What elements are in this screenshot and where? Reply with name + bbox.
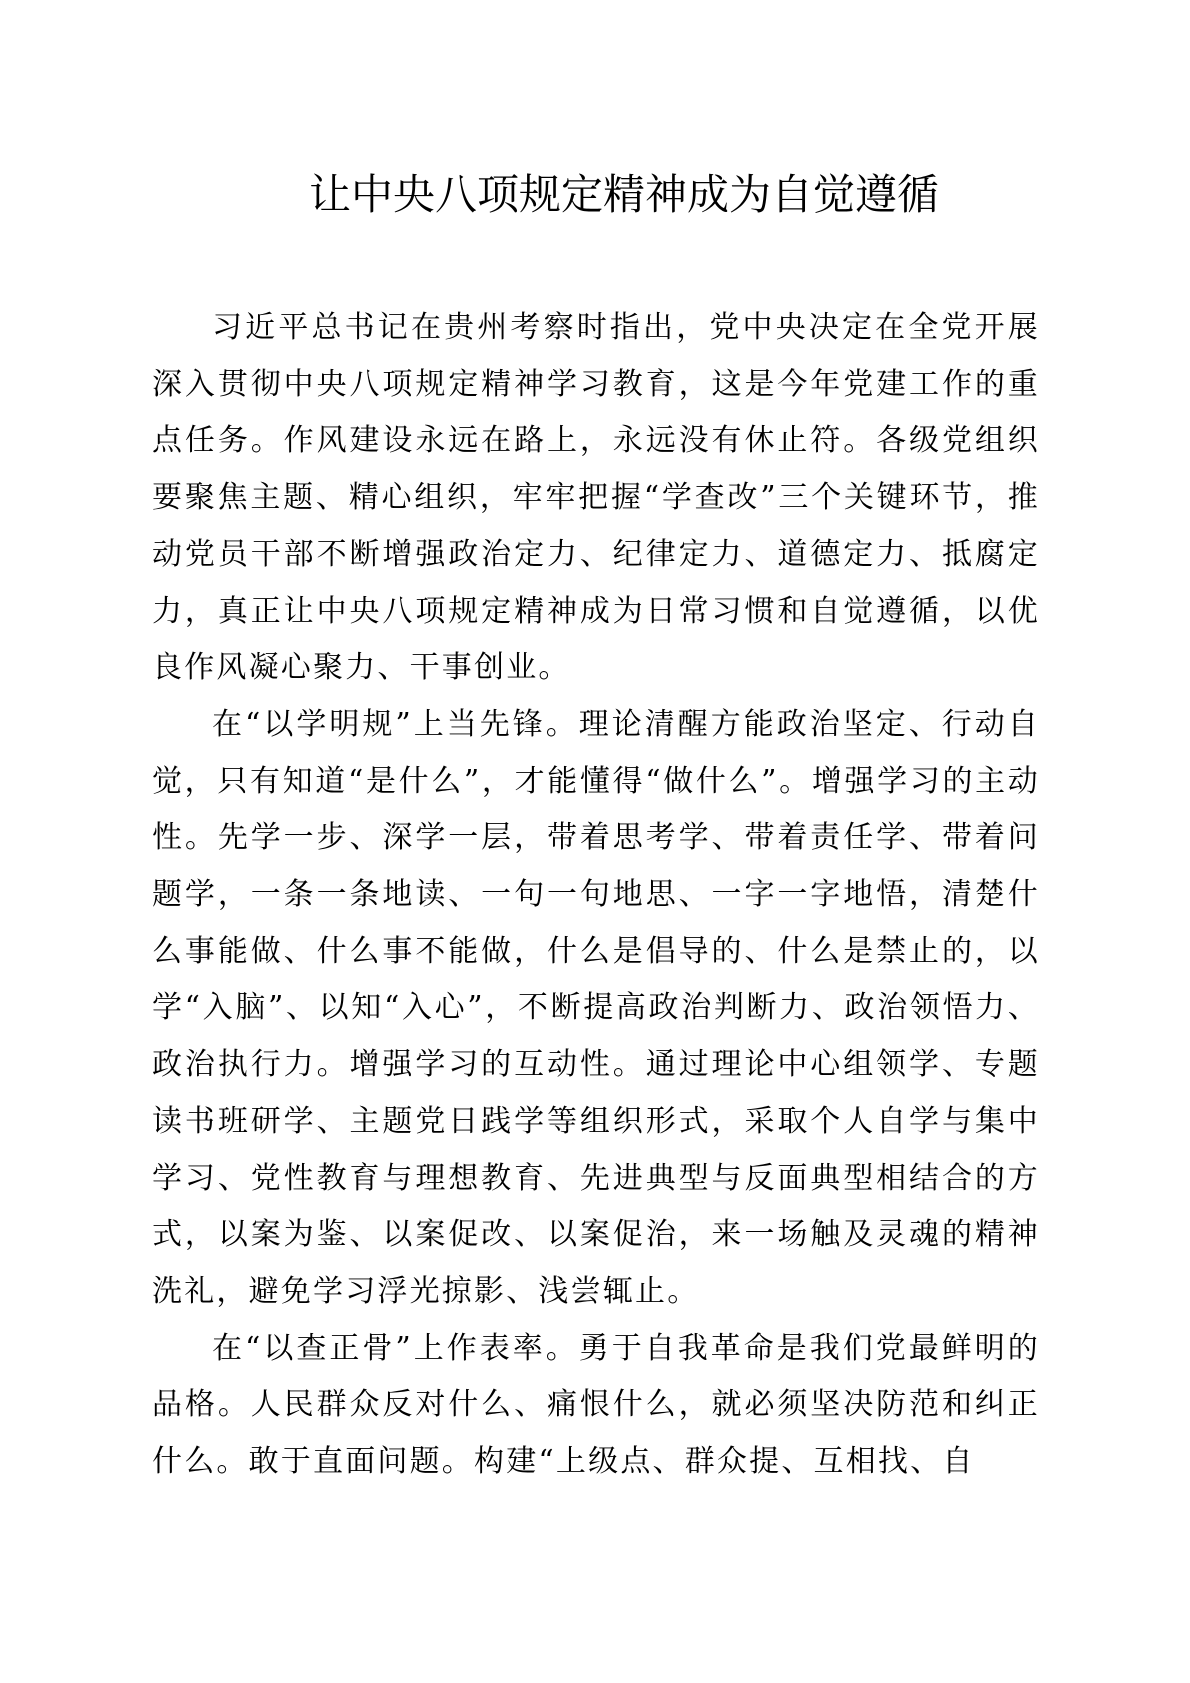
paragraph-intro: 习近平总书记在贵州考察时指出，党中央决定在全党开展深入贯彻中央八项规定精神学习教育，这是今年党建工作的重点任务。作风建设永远在路上，永远没有休止符。各级党组织要聚焦主题、精心组织，牢牢把握“学查改”三个关键环节，推动党员干部不断增强政治定力、纪律定力、道德定力、抵腐定力，真正让中央八项规定精神成为日常习惯和自觉遵循，以优良作风凝心聚力、干事创业。 [152, 310, 1040, 686]
paragraph-inspect: 在“以查正骨”上作表率。勇于自我革命是我们党最鲜明的品格。人民群众反对什么、痛恨什么，就必须坚决防范和纠正什么。敢于直面问题。构建“上级点、群众提、互相找、自 [152, 1330, 1040, 1480]
document-title: 让中央八项规定精神成为自觉遵循 [309, 170, 940, 219]
paragraph-study: 在“以学明规”上当先锋。理论清醒方能政治坚定、行动自觉，只有知道“是什么”，才能懂得“做什么”。增强学习的主动性。先学一步、深学一层，带着思考学、带着责任学、带着问题学，一条一条地读、一句一句地思、一字一字地悟，清楚什么事能做、什么事不能做，什么是倡导的、什么是禁止的，以学“入脑”、以知“入心”，不断提高政治判断力、政治领悟力、政治执行力。增强学习的互动性。通过理论中心组领学、专题读书班研学、主题党日践学等组织形式，采取个人自学与集中学习、党性教育与理想教育、先进典型与反面典型相结合的方式，以案为鉴、以案促改、以案促治，来一场触及灵魂的精神洗礼，避免学习浮光掠影、浅尝辄止。 [152, 706, 1040, 1309]
document-page [152, 168, 1040, 1491]
